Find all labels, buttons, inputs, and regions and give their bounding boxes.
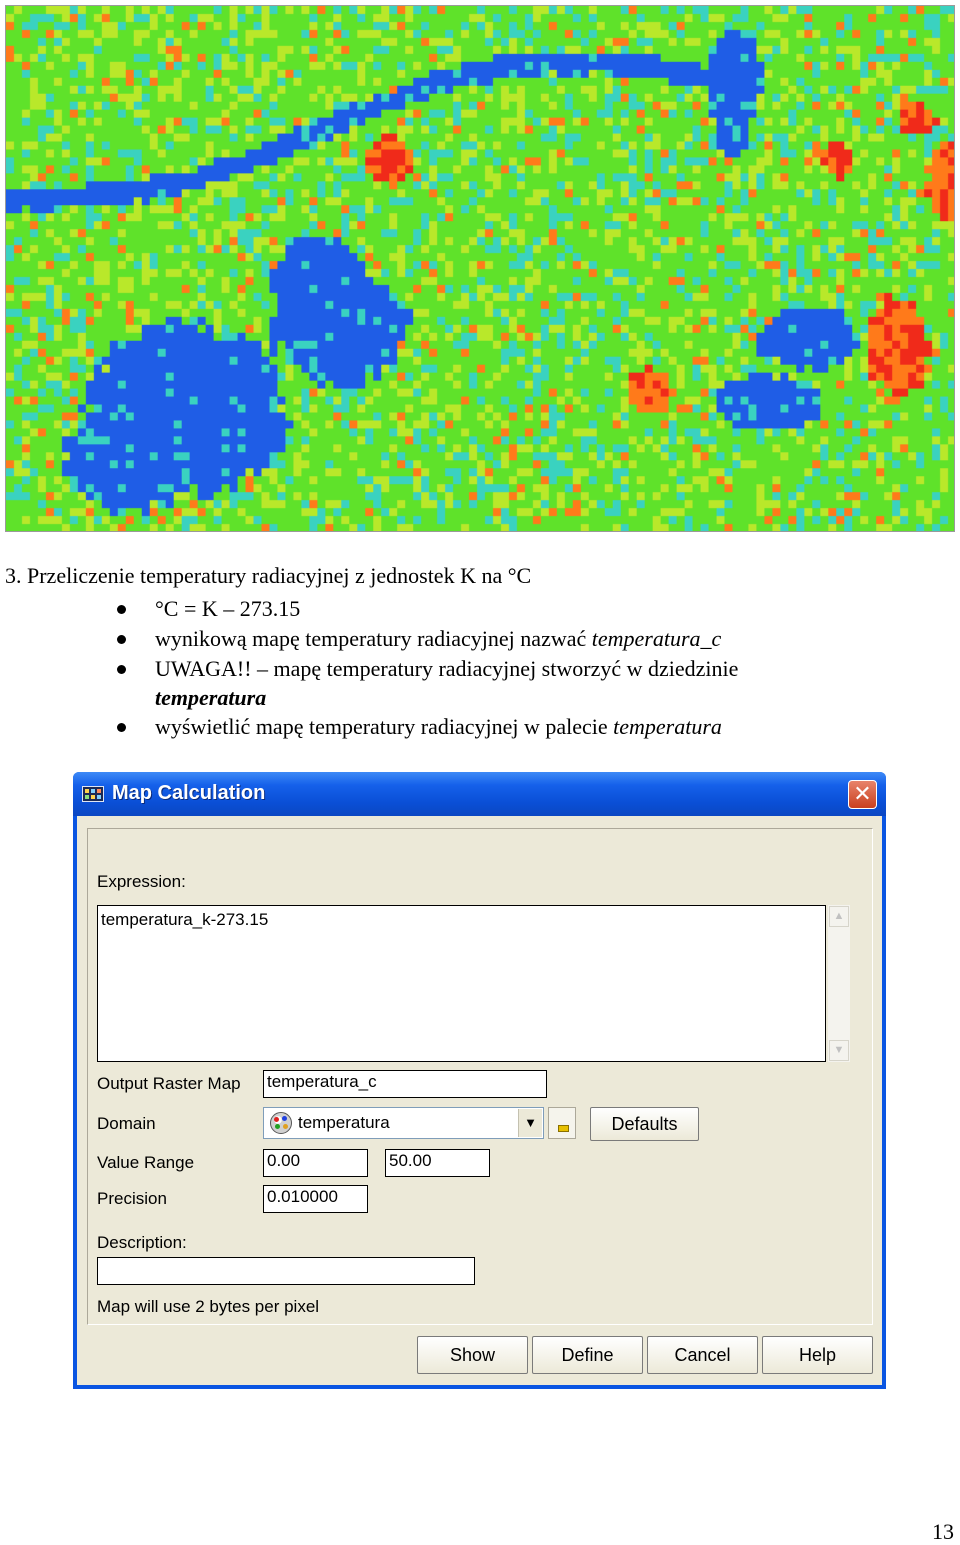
- domain-value: temperatura: [298, 1113, 390, 1132]
- value-range-label: Value Range: [97, 1153, 195, 1172]
- map-window-icon: [82, 786, 104, 802]
- dialog-client-area: [77, 816, 882, 1385]
- scroll-up-icon[interactable]: ▲: [829, 906, 849, 927]
- map-calculation-dialog: [73, 772, 886, 1389]
- thermal-map-image: [5, 5, 955, 532]
- bytes-per-pixel-info: Map will use 2 bytes per pixel: [97, 1297, 320, 1316]
- bullet-dot: [117, 665, 126, 674]
- bullet-palette: [0, 712, 940, 742]
- dialog-title: Map Calculation: [112, 782, 266, 804]
- value-range-min-input[interactable]: 0.00: [263, 1149, 368, 1177]
- bullet-dot: [117, 723, 126, 732]
- domain-select[interactable]: [263, 1107, 544, 1139]
- expression-scrollbar[interactable]: [828, 905, 850, 1062]
- bullet-emphasis: temperatura: [613, 714, 722, 739]
- output-raster-map-input[interactable]: temperatura_c: [263, 1070, 547, 1098]
- bullet-text: UWAGA!! – mapę temperatury radiacyjnej stworzyć w dziedzinie: [155, 656, 739, 681]
- expression-input[interactable]: temperatura_k-273.15: [97, 905, 826, 1062]
- precision-label: Precision: [97, 1189, 167, 1208]
- scroll-down-icon[interactable]: ▼: [829, 1040, 849, 1061]
- bullet-output-name: [0, 624, 940, 654]
- output-raster-map-label: Output Raster Map: [97, 1074, 241, 1093]
- dropdown-arrow-icon[interactable]: ▼: [518, 1109, 542, 1137]
- cancel-button[interactable]: Cancel: [647, 1336, 758, 1374]
- bullet-text: wynikową mapę temperatury radiacyjnej nazwać: [155, 626, 592, 651]
- value-range-max-input[interactable]: 50.00: [385, 1149, 490, 1177]
- dialog-titlebar[interactable]: [73, 772, 886, 816]
- description-label: Description:: [97, 1233, 187, 1252]
- bullet-emphasis: temperatura_c: [591, 626, 722, 651]
- bullet-formula: [0, 594, 940, 624]
- close-icon: ✕: [853, 781, 872, 806]
- create-domain-button[interactable]: [548, 1107, 576, 1139]
- bullet-emphasis: temperatura: [155, 685, 267, 710]
- domain-label: Domain: [97, 1114, 156, 1133]
- bullet-text: °C = K – 273.15: [155, 596, 301, 621]
- bullet-warning: [0, 654, 940, 712]
- precision-input[interactable]: 0.010000: [263, 1185, 368, 1213]
- page-number: 13: [932, 1519, 954, 1544]
- help-button[interactable]: Help: [762, 1336, 873, 1374]
- bullet-dot: [117, 635, 126, 644]
- expression-label: Expression:: [97, 872, 186, 891]
- dialog-group-box: [87, 828, 873, 1325]
- bullet-text: wyświetlić mapę temperatury radiacyjnej w palecie: [155, 714, 614, 739]
- bullet-dot: [117, 605, 126, 614]
- define-button[interactable]: Define: [532, 1336, 643, 1374]
- defaults-button[interactable]: Defaults: [590, 1107, 699, 1141]
- close-button[interactable]: [848, 780, 877, 809]
- bullet-list: [0, 594, 940, 742]
- create-domain-icon: [558, 1125, 569, 1132]
- section-heading: 3. Przeliczenie temperatury radiacyjnej z jednostek K na °C: [5, 563, 532, 588]
- domain-icon: [270, 1112, 292, 1134]
- show-button[interactable]: Show: [417, 1336, 528, 1374]
- description-input[interactable]: [97, 1257, 475, 1285]
